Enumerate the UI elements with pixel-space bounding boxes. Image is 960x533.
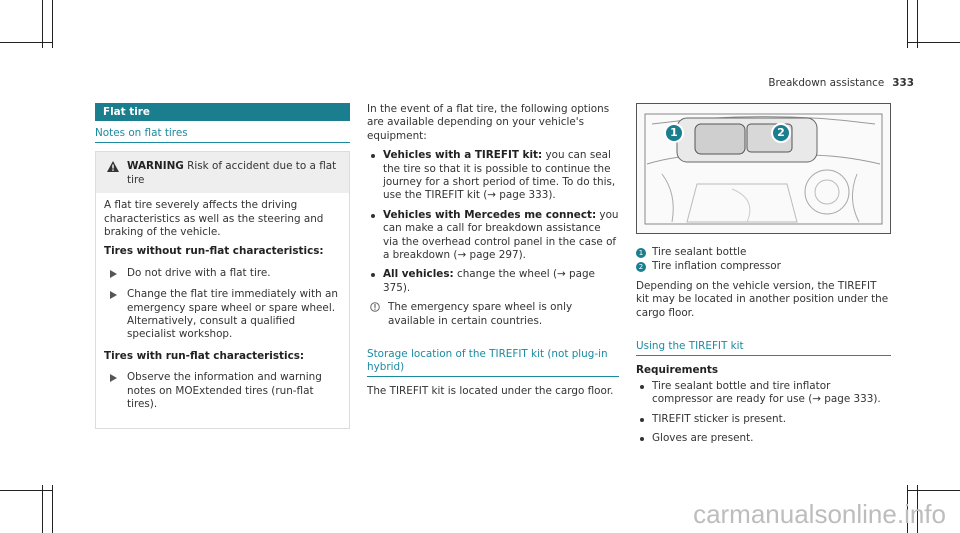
requirement-item — [636, 413, 891, 426]
crop-mark — [52, 0, 53, 48]
warning-header — [96, 152, 349, 193]
using-section-title: Using the TIREFIT kit — [636, 334, 891, 356]
bullet-dot — [371, 154, 375, 158]
requirement-text: Gloves are present. — [652, 432, 754, 445]
with-runflat-title: Tires with run-flat characteristics: — [104, 349, 305, 362]
step-item — [110, 288, 341, 342]
list-item — [367, 209, 619, 263]
legend-text: Tire sealant bottle — [652, 246, 747, 258]
column-right — [636, 103, 891, 451]
step-arrow-icon — [110, 374, 117, 382]
step-arrow-icon — [110, 270, 117, 278]
crop-mark — [907, 0, 908, 48]
crop-mark — [42, 0, 43, 48]
requirements-title: Requirements — [636, 364, 719, 377]
bullet-dot — [371, 214, 375, 218]
note-text: The emergency spare wheel is only available in certain countries. — [388, 301, 573, 327]
legend-number: 1 — [636, 248, 646, 258]
callout-2: 2 — [771, 123, 791, 143]
page-header — [768, 77, 914, 90]
crop-mark — [42, 485, 43, 533]
step-item — [110, 371, 341, 411]
warning-intro: A flat tire severely affects the driving characteristics as well as the steering and braking of the vehicle. — [104, 199, 324, 239]
crop-mark — [0, 490, 52, 491]
legend-text: Tire inflation compressor — [652, 260, 781, 273]
callout-1: 1 — [664, 123, 684, 143]
crop-mark — [917, 0, 918, 48]
crop-mark — [908, 490, 960, 491]
column-left — [95, 103, 350, 429]
option-label: All vehicles: — [383, 268, 454, 281]
header-section: Breakdown assistance — [768, 77, 885, 89]
warning-triangle-icon — [107, 161, 119, 172]
legend-item — [636, 246, 891, 259]
requirement-item — [636, 380, 891, 407]
legend-number: 2 — [636, 262, 646, 272]
note — [367, 301, 619, 328]
storage-section-title: Storage location of the TIREFIT kit (not plug-in hybrid) — [367, 342, 619, 377]
bullet-dot — [640, 418, 644, 422]
column-middle — [367, 103, 619, 405]
bullet-dot — [640, 385, 644, 389]
storage-text: The TIREFIT kit is located under the cargo floor. — [367, 385, 614, 398]
legend-item — [636, 260, 891, 273]
info-note-icon — [370, 302, 380, 312]
step-arrow-icon — [110, 291, 117, 299]
bullet-dot — [371, 273, 375, 277]
option-text: you can seal the tire so that it is possible to continue the journey for a short period of time. To do this, use the TIREFIT kit (→ page 333). — [383, 149, 616, 202]
cargo-floor-illustration — [636, 103, 891, 234]
warning-text: Risk of accident due to a flat tire — [127, 160, 337, 186]
list-item — [367, 268, 619, 295]
warning-box — [95, 151, 350, 428]
option-label: Vehicles with a TIREFIT kit: — [383, 149, 543, 162]
without-runflat-title: Tires without run-flat characteristics: — [104, 245, 324, 258]
watermark: carmanualsonline.info — [693, 499, 946, 529]
options-intro: In the event of a flat tire, the following options are available depending on your vehicle's equipment: — [367, 103, 610, 142]
option-text: change the wheel (→ page 375). — [383, 268, 595, 294]
crop-mark — [908, 42, 960, 43]
warning-label: WARNING — [127, 160, 184, 173]
step-text: Do not drive with a flat tire. — [127, 266, 271, 279]
page-number: 333 — [892, 77, 914, 89]
step-item — [110, 267, 341, 280]
step-text: Observe the information and warning notes on MOExtended tires (run-flat tires). — [127, 371, 322, 411]
crop-mark — [52, 485, 53, 533]
section-title: Notes on flat tires — [95, 121, 350, 143]
version-text: Depending on the vehicle version, the TIREFIT kit may be located in another position under the cargo floor. — [636, 279, 889, 319]
requirement-text: Tire sealant bottle and tire inflator compressor are ready for use (→ page 333). — [652, 379, 881, 406]
list-item — [367, 149, 619, 203]
requirement-item — [636, 432, 891, 445]
crop-mark — [0, 42, 52, 43]
option-text: you can make a call for breakdown assistance via the overhead control panel in the case of a breakdown (→ page 297). — [383, 208, 619, 262]
option-label: Vehicles with Mercedes me connect: — [383, 208, 597, 221]
requirement-text: TIREFIT sticker is present. — [652, 412, 786, 425]
bullet-dot — [640, 437, 644, 441]
chapter-bar: Flat tire — [95, 103, 350, 121]
step-text: Change the flat tire immediately with an emergency spare wheel or spare wheel. Alternatively, consult a qualified specialist workshop. — [127, 288, 338, 341]
